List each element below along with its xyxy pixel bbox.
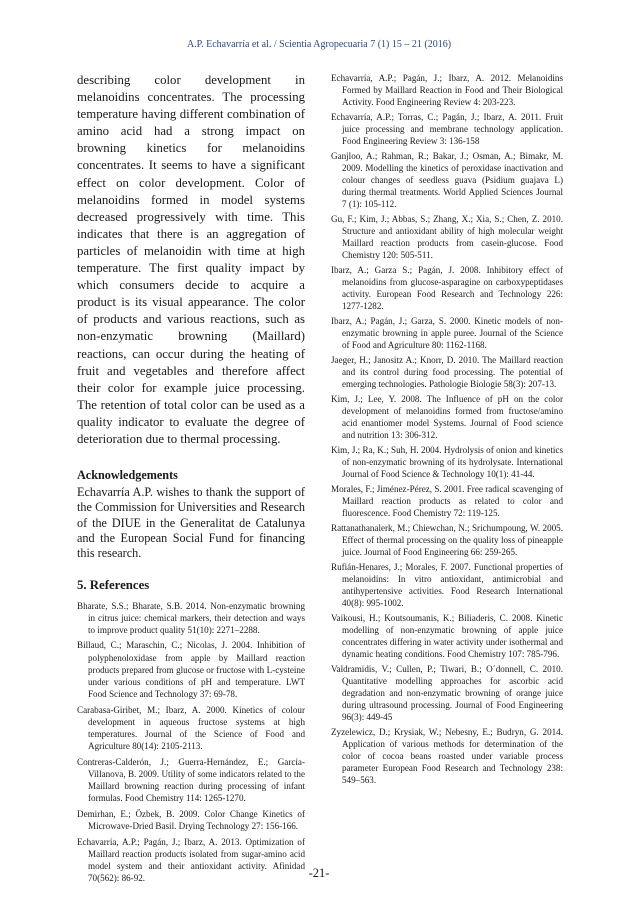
references-list-left bbox=[77, 600, 305, 885]
running-header: A.P. Echavarría et al. / Scientia Agropecuaria 7 (1) 15 – 21 (2016) bbox=[186, 39, 452, 50]
reference-item: Vaikousi, H.; Koutsoumanis, K.; Biliaderis, C. 2008. Kinetic modelling of non-enzymatic browning of apple juice concentrates differing in water activity under isothermal and dynamic heating conditions. Food Chemistry 107: 785-796. bbox=[331, 613, 563, 659]
reference-item: Jaeger, H.; Janositz A.; Knorr, D. 2010. The Maillard reaction and its control during food processing. The potential of emerging technologies. Pathologie Biologie 58(3): 207-13. bbox=[331, 355, 563, 389]
acknowledgements-text: Echavarría A.P. wishes to thank the support of the Commission for Universities and Research of the DIUE in the Generalitat de Catalunya and the European Social Fund for financing this research. bbox=[77, 485, 305, 561]
acknowledgements-title: Acknowledgements bbox=[77, 468, 178, 483]
reference-item: Bharate, S.S.; Bharate, S.B. 2014. Non-enzymatic browning in citrus juice: chemical markers, their detection and ways to improve product quality 51(10): 2271–2288. bbox=[77, 600, 305, 635]
reference-item: Ganjloo, A.; Rahman, R.; Bakar, J.; Osman, A.; Bimakr, M. 2009. Modelling the kinetics of peroxidase inactivation and colour changes of seedless guava (Psidium guajava L) during thermal treatments. World Applied Sciences Journal 7 (1): 105-112. bbox=[331, 151, 563, 209]
page-number: -21- bbox=[308, 866, 330, 880]
references-title: 5. References bbox=[77, 577, 150, 592]
reference-item: Echavarría, A.P.; Pagán, J.; Ibarz, A. 2013. Optimization of Maillard reaction products isolated from sugar-amino acid model system and their antioxidant activity. Afinidad 70(562): 86-92. bbox=[77, 836, 305, 884]
reference-item: Echavarría, A.P.; Torras, C.; Pagán, J.; Ibarz, A. 2011. Fruit juice processing and membrane technology application. Food Engineering Review 3: 136-158 bbox=[331, 112, 563, 146]
reference-item: Contreras-Calderón, J.; Guerra-Hernández, E.; García-Villanova, B. 2009. Utility of some indicators related to the Maillard browning reaction during processing of infant formulas. Food Chemistry 114: 1265-1270. bbox=[77, 756, 305, 804]
reference-item: Rufián-Henares, J.; Morales, F. 2007. Functional properties of melanoidins: In vitro antioxidant, antimicrobial and antihypertensive activities. Food Research International 40(8): 995-1002. bbox=[331, 562, 563, 608]
reference-item: Ibarz, A.; Pagán, J.; Garza, S. 2000. Kinetic models of non-enzymatic browning in apple puree. Journal of the Science of Food and Agriculture 80: 1162-1168. bbox=[331, 316, 563, 350]
reference-item: Billaud, C.; Maraschin, C.; Nicolas, J. 2004. Inhibition of polyphenoloxidase from apple by Maillard reaction products prepared from glucose or fructose with L-cysteine under various conditions of pH and temperature. LWT Food Science and Technology 37: 69-78. bbox=[77, 640, 305, 700]
reference-item: Rattanathanalerk, M.; Chiewchan, N.; Srichumpoung, W. 2005. Effect of thermal processing on the quality loss of pineapple juice. Journal of Food Engineering 66: 259-265. bbox=[331, 523, 563, 557]
left-column bbox=[77, 72, 305, 888]
reference-item: Kim, J.; Lee, Y. 2008. The Influence of pH on the color development of melanoidins formed from fructose/amino acid enantiomer model Systems. Journal of Food science and nutrition 13: 306-312. bbox=[331, 394, 563, 440]
reference-item: Demirhan, E.; Özbek, B. 2009. Color Change Kinetics of Microwave-Dried Basil. Drying Technology 27: 156-166. bbox=[77, 808, 305, 832]
body-paragraph: describing color development in melanoidins concentrates. The processing temperature having different combination of amino acid had a strong impact on browning kinetics for melanoidins concentrates. It seems to have a significant effect on color development. Color of melanoidins formed in model systems decreased progressively with time. This indicates that there is an aggregation of particles of melanoidin with time at high temperature. The first quality impact by which consumers decide to acquire a product is its visual appearance. The color of products and various reactions, such as non-enzymatic browning (Maillard) reactions, can occur during the heating of fruit and vegetables and therefore affect their color for example juice processing. The retention of total color can be used as a quality indicator to evaluate the degree of deterioration due to thermal processing. bbox=[77, 73, 305, 446]
reference-item: Carabasa-Giribet, M.; Ibarz, A. 2000. Kinetics of colour development in aqueous fructose systems at high temperatures. Journal of the Science of Food and Agriculture 80(14): 2105-2113. bbox=[77, 704, 305, 752]
reference-item: Echavarría, A.P.; Pagán, J.; Ibarz, A. 2012. Melanoidins Formed by Maillard Reaction in Food and Their Biological Activity. Food Engineering Review 4: 203-223. bbox=[331, 73, 563, 107]
right-column bbox=[331, 72, 563, 789]
reference-item: Ibarz, A.; Garza S.; Pagán, J. 2008. Inhibitory effect of melanoidins from glucose-asparagine on carboxypeptidases activity. European Food Research and Technology 226: 1277-1282. bbox=[331, 265, 563, 311]
reference-item: Valdramidis, V.; Cullen, P.; Tiwari, B.; O´donnell, C. 2010. Quantitative modelling approaches for ascorbic acid degradation and non-enzymatic browning of orange juice during ultrasound processing. Journal of Food Engineering 96(3): 449-45 bbox=[331, 664, 563, 722]
reference-item: Zyzelewicz, D.; Krysiak, W.; Nebesny, E.; Budryn, G. 2014. Application of various methods for determination of the color of cocoa beans roasted under variable process parameter European Food Research and Technology 238: 549–563. bbox=[331, 727, 563, 785]
reference-item: Kim, J.; Ra, K.; Suh, H. 2004. Hydrolysis of onion and kinetics of non-enzymatic browning of its hydrolysate. International Journal of Food Science & Technology 10(1): 41-44. bbox=[331, 445, 563, 479]
reference-item: Morales, F.; Jiménez-Pérez, S. 2001. Free radical scavenging of Maillard reaction products as related to color and fluorescence. Food Chemistry 72: 119-125. bbox=[331, 484, 563, 518]
reference-item: Gu, F.; Kim, J.; Abbas, S.; Zhang, X.; Xia, S.; Chen, Z. 2010. Structure and antioxidant ability of high molecular weight Maillard reaction products from casein-glucose. Food Chemistry 120: 505-511. bbox=[331, 214, 563, 260]
references-list-right bbox=[331, 72, 563, 786]
